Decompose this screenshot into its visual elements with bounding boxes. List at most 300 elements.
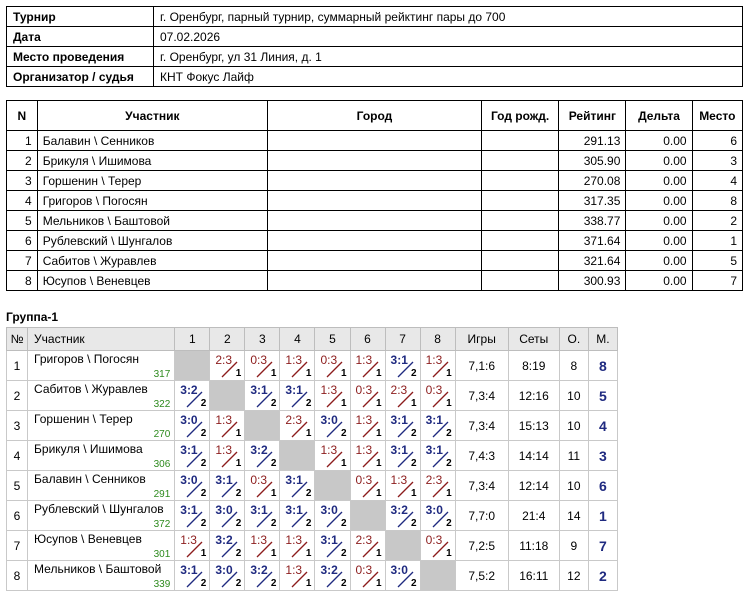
match-result-cell <box>385 561 420 591</box>
participant-rating: 371.64 <box>559 231 626 251</box>
participants-header-cell: N <box>7 101 38 131</box>
participant-row <box>7 171 743 191</box>
match-score: 2:3 <box>285 413 303 427</box>
group-participant-rating: 270 <box>153 429 171 440</box>
group-games: 7,4:3 <box>455 441 508 471</box>
participant-delta: 0.00 <box>626 131 692 151</box>
group-participant-name: Балавин \ Сенников <box>34 472 146 486</box>
match-points: 2 <box>200 578 207 589</box>
cross-header-number: № <box>7 328 28 351</box>
group-title: Группа-1 <box>6 310 59 324</box>
info-row <box>7 67 743 87</box>
match-points: 1 <box>340 458 347 469</box>
group-games: 7,3:4 <box>455 381 508 411</box>
match-result-cell <box>315 351 350 381</box>
participant-place: 1 <box>692 231 742 251</box>
diagonal-cell <box>245 411 280 441</box>
match-points: 1 <box>411 398 417 409</box>
match-result-cell <box>315 441 350 471</box>
info-label: Организатор / судья <box>7 67 154 87</box>
match-points: 2 <box>411 458 417 469</box>
group-row-number: 2 <box>7 381 28 411</box>
group-participant-rating: 322 <box>153 399 171 410</box>
group-place: 8 <box>588 351 617 381</box>
cross-header-opponent: 4 <box>280 328 315 351</box>
match-result-cell <box>420 381 455 411</box>
group-row <box>7 561 618 591</box>
match-result-cell <box>385 411 420 441</box>
cross-header-opponent: 6 <box>350 328 385 351</box>
match-score: 3:0 <box>425 503 443 517</box>
info-value: 07.02.2026 <box>154 27 743 47</box>
match-points: 2 <box>200 428 207 439</box>
match-points: 1 <box>305 578 312 589</box>
match-points: 2 <box>270 518 277 529</box>
match-score: 1:3 <box>390 473 408 487</box>
participant-name: Сабитов \ Журавлев <box>37 251 267 271</box>
participant-number: 6 <box>7 231 38 251</box>
group-participant-cell <box>28 531 175 561</box>
group-row-number: 4 <box>7 441 28 471</box>
match-score: 3:1 <box>250 503 268 517</box>
participant-city <box>267 151 481 171</box>
match-result-cell <box>385 441 420 471</box>
match-score: 3:1 <box>180 563 198 577</box>
participants-header-cell: Место <box>692 101 742 131</box>
participant-row <box>7 231 743 251</box>
participant-place: 5 <box>692 251 742 271</box>
match-result-cell <box>280 501 315 531</box>
participant-place: 3 <box>692 151 742 171</box>
match-points: 1 <box>305 428 312 439</box>
group-row <box>7 441 618 471</box>
match-result-cell <box>280 381 315 411</box>
participants-table <box>6 100 743 291</box>
match-points: 1 <box>270 548 277 559</box>
participant-row <box>7 131 743 151</box>
group-sets: 12:14 <box>508 471 559 501</box>
group-points: 10 <box>559 411 588 441</box>
match-score: 1:3 <box>355 443 373 457</box>
match-points: 2 <box>235 518 242 529</box>
match-points: 2 <box>340 578 347 589</box>
group-place: 2 <box>588 561 617 591</box>
cross-header-opponent: 1 <box>175 328 210 351</box>
participant-number: 3 <box>7 171 38 191</box>
group-sets: 15:13 <box>508 411 559 441</box>
group-row <box>7 411 618 441</box>
info-label: Место проведения <box>7 47 154 67</box>
group-cross-table <box>6 327 618 591</box>
match-score: 3:0 <box>215 563 233 577</box>
match-score: 3:1 <box>390 443 408 457</box>
match-result-cell <box>175 531 210 561</box>
match-result-cell <box>350 381 385 411</box>
match-points: 2 <box>200 458 207 469</box>
match-points: 1 <box>446 398 452 409</box>
match-points: 1 <box>446 368 452 379</box>
group-row <box>7 351 618 381</box>
match-points: 1 <box>235 428 242 439</box>
match-score: 3:1 <box>250 383 268 397</box>
match-result-cell <box>385 501 420 531</box>
participant-place: 7 <box>692 271 742 291</box>
group-participant-name: Брикуля \ Ишимова <box>34 442 143 456</box>
group-participant-cell <box>28 351 175 381</box>
match-points: 2 <box>411 518 417 529</box>
participant-number: 2 <box>7 151 38 171</box>
match-score: 1:3 <box>355 413 373 427</box>
participant-birth-year <box>481 211 558 231</box>
match-points: 2 <box>340 518 347 529</box>
participant-delta: 0.00 <box>626 151 692 171</box>
match-score: 0:3 <box>320 353 338 367</box>
match-result-cell <box>315 531 350 561</box>
match-result-cell <box>280 471 315 501</box>
match-score: 0:3 <box>425 533 443 547</box>
match-score: 3:1 <box>425 413 443 427</box>
match-score: 3:2 <box>250 443 268 457</box>
participant-delta: 0.00 <box>626 271 692 291</box>
info-row <box>7 7 743 27</box>
participant-rating: 338.77 <box>559 211 626 231</box>
group-participant-name: Мельников \ Баштовой <box>34 562 162 576</box>
tournament-info-table <box>6 6 743 87</box>
info-value: КНТ Фокус Лайф <box>154 67 743 87</box>
group-participant-name: Сабитов \ Журавлев <box>34 382 148 396</box>
match-result-cell <box>175 471 210 501</box>
cross-header-opponent: 5 <box>315 328 350 351</box>
group-participant-name: Горшенин \ Терер <box>34 412 133 426</box>
match-points: 2 <box>411 428 417 439</box>
match-score: 3:0 <box>320 503 338 517</box>
match-result-cell <box>315 501 350 531</box>
participant-birth-year <box>481 151 558 171</box>
match-result-cell <box>350 411 385 441</box>
match-score: 3:2 <box>390 503 408 517</box>
group-games: 7,7:0 <box>455 501 508 531</box>
match-score: 3:0 <box>390 563 408 577</box>
match-score: 3:1 <box>215 473 233 487</box>
group-place: 1 <box>588 501 617 531</box>
participant-rating: 291.13 <box>559 131 626 151</box>
group-participant-cell <box>28 441 175 471</box>
match-result-cell <box>245 501 280 531</box>
participant-birth-year <box>481 271 558 291</box>
match-result-cell <box>210 471 245 501</box>
cross-header-opponent: 7 <box>385 328 420 351</box>
group-row <box>7 501 618 531</box>
participant-delta: 0.00 <box>626 211 692 231</box>
info-row <box>7 47 743 67</box>
cross-header-opponent: 8 <box>420 328 455 351</box>
match-score: 3:2 <box>320 563 338 577</box>
match-points: 1 <box>375 458 382 469</box>
participant-name: Григоров \ Погосян <box>37 191 267 211</box>
group-participant-rating: 372 <box>153 519 171 530</box>
group-row-number: 5 <box>7 471 28 501</box>
participants-header-cell: Год рожд. <box>481 101 558 131</box>
participant-row <box>7 251 743 271</box>
match-result-cell <box>245 441 280 471</box>
group-games: 7,1:6 <box>455 351 508 381</box>
match-score: 1:3 <box>320 383 338 397</box>
match-score: 3:1 <box>390 353 408 367</box>
match-result-cell <box>315 561 350 591</box>
participants-header-cell: Рейтинг <box>559 101 626 131</box>
match-result-cell <box>245 531 280 561</box>
participant-delta: 0.00 <box>626 191 692 211</box>
match-points: 2 <box>446 428 452 439</box>
group-sets: 14:14 <box>508 441 559 471</box>
match-result-cell <box>315 411 350 441</box>
group-points: 10 <box>559 381 588 411</box>
match-result-cell <box>350 441 385 471</box>
match-result-cell <box>175 411 210 441</box>
match-points: 1 <box>340 368 347 379</box>
match-points: 2 <box>446 458 452 469</box>
group-sets: 21:4 <box>508 501 559 531</box>
participant-name: Балавин \ Сенников <box>37 131 267 151</box>
match-points: 2 <box>235 488 242 499</box>
match-result-cell <box>350 561 385 591</box>
match-result-cell <box>385 471 420 501</box>
diagonal-cell <box>175 351 210 381</box>
participant-row <box>7 191 743 211</box>
match-score: 1:3 <box>250 533 268 547</box>
group-games: 7,5:2 <box>455 561 508 591</box>
participant-row <box>7 271 743 291</box>
diagonal-cell <box>350 501 385 531</box>
match-result-cell <box>245 561 280 591</box>
match-points: 2 <box>340 548 347 559</box>
match-result-cell <box>420 501 455 531</box>
match-result-cell <box>175 441 210 471</box>
info-value: г. Оренбург, ул 31 Линия, д. 1 <box>154 47 743 67</box>
participant-rating: 317.35 <box>559 191 626 211</box>
match-score: 3:1 <box>285 473 303 487</box>
match-points: 2 <box>200 488 207 499</box>
participant-name: Юсупов \ Веневцев <box>37 271 267 291</box>
match-result-cell <box>245 471 280 501</box>
group-row <box>7 471 618 501</box>
group-participant-rating: 301 <box>153 549 171 560</box>
match-score: 3:1 <box>285 503 303 517</box>
participant-row <box>7 211 743 231</box>
participant-number: 8 <box>7 271 38 291</box>
match-score: 0:3 <box>355 563 373 577</box>
group-participant-rating: 291 <box>153 489 171 500</box>
match-score: 0:3 <box>355 383 373 397</box>
diagonal-cell <box>420 561 455 591</box>
match-points: 1 <box>375 578 382 589</box>
participant-name: Брикуля \ Ишимова <box>37 151 267 171</box>
participant-rating: 270.08 <box>559 171 626 191</box>
participant-name: Рублевский \ Шунгалов <box>37 231 267 251</box>
participant-name: Горшенин \ Терер <box>37 171 267 191</box>
participant-number: 4 <box>7 191 38 211</box>
group-participant-cell <box>28 381 175 411</box>
match-score: 0:3 <box>250 473 268 487</box>
group-games: 7,3:4 <box>455 411 508 441</box>
match-score: 0:3 <box>425 383 443 397</box>
match-result-cell <box>420 441 455 471</box>
diagonal-cell <box>280 441 315 471</box>
group-points: 9 <box>559 531 588 561</box>
diagonal-cell <box>315 471 350 501</box>
group-sets: 11:18 <box>508 531 559 561</box>
match-result-cell <box>280 411 315 441</box>
match-score: 3:1 <box>285 383 303 397</box>
match-points: 1 <box>270 368 277 379</box>
participant-place: 4 <box>692 171 742 191</box>
cross-header-points: О. <box>559 328 588 351</box>
group-participant-name: Рублевский \ Шунгалов <box>34 502 164 516</box>
match-score: 3:2 <box>250 563 268 577</box>
match-points: 2 <box>200 518 207 529</box>
group-participant-name: Юсупов \ Веневцев <box>34 532 142 546</box>
diagonal-cell <box>385 531 420 561</box>
match-points: 2 <box>411 368 417 379</box>
match-score: 1:3 <box>285 353 303 367</box>
cross-header-opponent: 2 <box>210 328 245 351</box>
group-sets: 12:16 <box>508 381 559 411</box>
participant-city <box>267 131 481 151</box>
group-games: 7,2:5 <box>455 531 508 561</box>
match-score: 1:3 <box>355 353 373 367</box>
group-sets: 16:11 <box>508 561 559 591</box>
match-result-cell <box>210 441 245 471</box>
match-points: 2 <box>270 458 277 469</box>
match-points: 1 <box>200 548 207 559</box>
match-result-cell <box>210 531 245 561</box>
match-score: 3:0 <box>215 503 233 517</box>
cross-header-games: Игры <box>455 328 508 351</box>
group-row <box>7 531 618 561</box>
match-result-cell <box>175 501 210 531</box>
match-result-cell <box>210 561 245 591</box>
participant-city <box>267 191 481 211</box>
participant-city <box>267 271 481 291</box>
match-result-cell <box>175 561 210 591</box>
participant-birth-year <box>481 251 558 271</box>
participant-delta: 0.00 <box>626 171 692 191</box>
match-points: 1 <box>375 488 382 499</box>
match-result-cell <box>420 531 455 561</box>
info-label: Турнир <box>7 7 154 27</box>
info-label: Дата <box>7 27 154 47</box>
match-points: 2 <box>305 518 312 529</box>
match-points: 1 <box>235 368 242 379</box>
match-score: 1:3 <box>215 413 232 427</box>
group-participant-rating: 317 <box>153 369 171 380</box>
match-score: 2:3 <box>355 533 373 547</box>
match-score: 3:1 <box>180 503 198 517</box>
group-points: 11 <box>559 441 588 471</box>
match-points: 1 <box>446 488 452 499</box>
match-score: 3:1 <box>425 443 443 457</box>
group-participant-rating: 339 <box>153 579 171 590</box>
match-result-cell <box>315 381 350 411</box>
match-result-cell <box>420 471 455 501</box>
group-row-number: 6 <box>7 501 28 531</box>
match-result-cell <box>245 381 280 411</box>
group-place: 3 <box>588 441 617 471</box>
match-points: 1 <box>305 368 312 379</box>
match-score: 1:3 <box>180 533 197 547</box>
match-points: 2 <box>200 398 207 409</box>
match-result-cell <box>385 351 420 381</box>
participants-header-cell: Город <box>267 101 481 131</box>
match-points: 2 <box>446 518 452 529</box>
info-value: г. Оренбург, парный турнир, суммарный рейктинг пары до 700 <box>154 7 743 27</box>
match-points: 2 <box>340 428 347 439</box>
match-points: 2 <box>305 488 312 499</box>
match-score: 1:3 <box>285 533 303 547</box>
participant-rating: 321.64 <box>559 251 626 271</box>
participant-name: Мельников \ Баштовой <box>37 211 267 231</box>
match-points: 1 <box>375 368 382 379</box>
participants-header-cell: Участник <box>37 101 267 131</box>
group-points: 10 <box>559 471 588 501</box>
group-points: 8 <box>559 351 588 381</box>
match-result-cell <box>280 351 315 381</box>
cross-header-participant: Участник <box>28 328 175 351</box>
group-row-number: 7 <box>7 531 28 561</box>
group-sets: 8:19 <box>508 351 559 381</box>
match-result-cell <box>175 381 210 411</box>
cross-header-place: М. <box>588 328 617 351</box>
match-points: 2 <box>270 398 277 409</box>
match-score: 1:3 <box>215 443 232 457</box>
participant-place: 8 <box>692 191 742 211</box>
match-score: 0:3 <box>355 473 373 487</box>
match-score: 3:1 <box>180 443 198 457</box>
group-row-number: 3 <box>7 411 28 441</box>
match-score: 1:3 <box>425 353 443 367</box>
participants-header-cell: Дельта <box>626 101 692 131</box>
match-result-cell <box>420 411 455 441</box>
match-points: 2 <box>235 578 242 589</box>
participant-birth-year <box>481 191 558 211</box>
match-points: 1 <box>375 548 382 559</box>
match-result-cell <box>350 351 385 381</box>
group-place: 7 <box>588 531 617 561</box>
match-points: 1 <box>375 398 382 409</box>
match-result-cell <box>350 531 385 561</box>
match-points: 2 <box>305 398 312 409</box>
group-row-number: 8 <box>7 561 28 591</box>
cross-header-opponent: 3 <box>245 328 280 351</box>
match-points: 1 <box>235 458 242 469</box>
match-score: 0:3 <box>250 353 268 367</box>
match-points: 1 <box>305 548 312 559</box>
match-points: 1 <box>340 398 347 409</box>
match-points: 1 <box>446 548 452 559</box>
participant-number: 7 <box>7 251 38 271</box>
participant-birth-year <box>481 131 558 151</box>
group-points: 12 <box>559 561 588 591</box>
match-score: 3:1 <box>320 533 338 547</box>
match-points: 1 <box>270 488 277 499</box>
group-place: 6 <box>588 471 617 501</box>
match-score: 1:3 <box>320 443 338 457</box>
group-row-number: 1 <box>7 351 28 381</box>
participant-number: 1 <box>7 131 38 151</box>
match-result-cell <box>280 561 315 591</box>
participant-delta: 0.00 <box>626 251 692 271</box>
info-row <box>7 27 743 47</box>
